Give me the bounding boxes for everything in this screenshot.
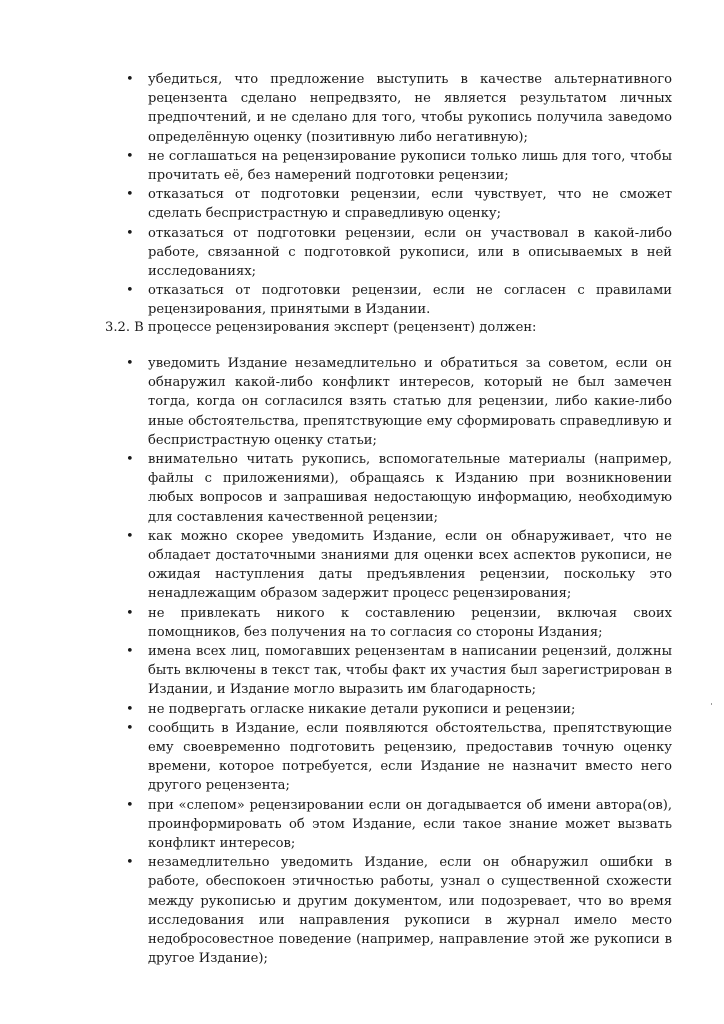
list-item	[126, 281, 672, 319]
bullet-icon: •	[126, 644, 134, 660]
bullet-icon: •	[126, 720, 134, 736]
bullet-icon: •	[126, 72, 134, 87]
list-item-text: незамедлительно уведомить Издание, если он обнаружил ошибки в работе, обеспокоен этичностью работы, узнал о существенной схожести между рукописью и другим документом, или подозревает, что во время исследования или направления рукописи в журнал имело место недобросовестное поведение (например, направление этой же рукописи в другое Издание);	[148, 855, 672, 967]
list-item	[126, 642, 672, 700]
bullet-icon: •	[126, 797, 134, 813]
bullet-icon: •	[126, 225, 134, 241]
list-item-text: уведомить Издание незамедлительно и обратиться за советом, если он обнаружил какой-либо конфликт интересов, который не был замечен тогда, когда он согласился взять статью для рецензии, либо какие-либо иные обстоятельства, препятствующие ему сформировать справедливую и беспристрастную оценку статьи;	[148, 356, 672, 448]
list-item-text: не подвергать огласке никакие детали рукописи и рецензии;	[148, 701, 576, 717]
list-item	[126, 224, 672, 282]
bullet-icon: •	[126, 605, 134, 621]
list-item-text: отказаться от подготовки рецензии, если не согласен с правилами рецензирования, принятыми в Издании.	[148, 283, 672, 318]
list-item-text: внимательно читать рукопись, вспомогательные материалы (например, файлы с приложениями), обращаясь к Изданию при возникновении любых вопросов и запрашивая недостающую информацию, необходимую для составления качественной рецензии;	[148, 452, 672, 525]
list-item	[126, 185, 672, 223]
obligations-list-1	[126, 70, 672, 320]
obligations-list-2	[126, 354, 672, 969]
bullet-icon: •	[126, 701, 134, 717]
list-item-text: имена всех лиц, помогавших рецензентам в написании рецензий, должны быть включены в текст так, чтобы факт их участия был зарегистрирован в Издании, и Издание могло выразить им благодарность;	[148, 644, 672, 698]
bullet-icon: •	[126, 452, 134, 468]
bullet-icon: •	[126, 283, 134, 299]
list-item-text: не соглашаться на рецензирование рукописи только лишь для того, чтобы прочитать её, без намерений подготовки рецензии;	[148, 148, 672, 184]
list-item	[126, 719, 672, 796]
section-heading: 3.2. В процессе рецензирования эксперт (рецензент) должен:	[105, 320, 537, 335]
bullet-icon: •	[126, 148, 134, 164]
bullet-icon: •	[126, 187, 134, 203]
list-item-text: убедиться, что предложение выступить в качестве альтернативного рецензента сделано непредвзято, не является результатом личных предпочтений, и не сделано для того, чтобы рукопись получила заведомо определённую оценку (позитивную либо негативную);	[148, 72, 672, 145]
list-item-text: при «слепом» рецензировании если он догадывается об имени автора(ов), проинформировать об этом Издание, если такое знание может вызвать конфликт интересов;	[148, 797, 672, 852]
list-item	[126, 450, 672, 527]
list-item	[126, 700, 672, 719]
list-item	[126, 354, 672, 450]
bullet-icon: •	[126, 356, 134, 371]
list-item	[126, 527, 672, 604]
list-item-text: как можно скорее уведомить Издание, если он обнаруживает, что не обладает достаточными знаниями для оценки всех аспектов рукописи, не ожидая наступления даты предъявления рецензии, поскольку это ненадлежащим образом задержит процесс рецензирования;	[148, 528, 672, 602]
list-item	[126, 796, 672, 854]
margin-mark	[711, 703, 712, 705]
list-item-text: отказаться от подготовки рецензии, если чувствует, что не сможет сделать беспристрастную и справедливую оценку;	[148, 187, 672, 222]
list-item-text: не привлекать никого к составлению рецензии, включая своих помощников, без получения на то согласия со стороны Издания;	[148, 605, 672, 640]
list-item	[126, 853, 672, 968]
list-item	[126, 147, 672, 185]
list-item	[126, 70, 672, 147]
list-item-text: сообщить в Издание, если появляются обстоятельства, препятствующие ему своевременно подготовить рецензию, предоставив точную оценку времени, которое потребуется, если Издание не назначит вместо него другого рецензента;	[148, 720, 672, 794]
list-item	[126, 604, 672, 642]
list-item-text: отказаться от подготовки рецензии, если он участвовал в какой-либо работе, связанной с подготовкой рукописи, или в описываемых в ней исследованиях;	[148, 225, 672, 280]
bullet-icon: •	[126, 855, 134, 871]
bullet-icon: •	[126, 528, 134, 544]
